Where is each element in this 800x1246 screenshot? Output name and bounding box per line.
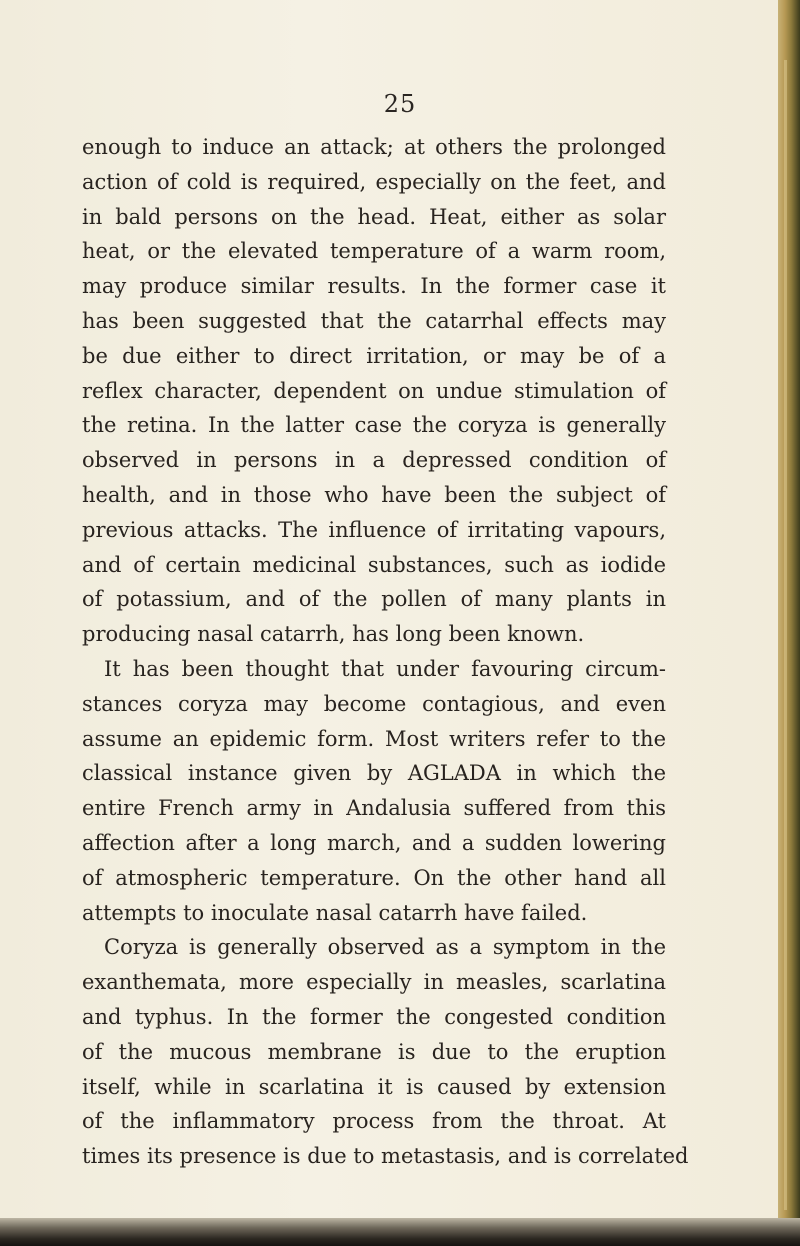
text-line: action of cold is required, especially on the feet, and xyxy=(82,169,666,194)
text-line: attempts to inoculate nasal catarrh have failed. xyxy=(82,900,588,925)
text-line: itself, while in scarlatina it is caused by extension xyxy=(82,1074,666,1099)
page-number: 25 xyxy=(383,90,417,118)
text-line: heat, or the elevated temperature of a warm room, xyxy=(82,239,666,264)
text-line: and typhus. In the former the congested condition xyxy=(82,1004,666,1029)
text-line: producing nasal catarrh, has long been known. xyxy=(82,622,585,647)
text-line: may produce similar results. In the former case it xyxy=(82,274,666,299)
text-line: of the inflammatory process from the throat. At xyxy=(82,1109,666,1134)
text-line: times its presence is due to metastasis, and is correlated xyxy=(82,1144,689,1169)
text-line: Coryza is generally observed as a symptom in the xyxy=(104,935,666,960)
text-line: health, and in those who have been the subject of xyxy=(82,482,666,507)
text-line: affection after a long march, and a sudden lowering xyxy=(82,830,666,855)
text-line: classical instance given by AGLADA in which the xyxy=(82,761,666,786)
text-line: stances coryza may become contagious, and even xyxy=(82,691,666,716)
text-line: assume an epidemic form. Most writers refer to the xyxy=(82,726,666,751)
spine-highlight xyxy=(784,60,787,1210)
text-line: reflex character, dependent on undue stimulation of xyxy=(82,378,666,403)
text-line: It has been thought that under favouring circum- xyxy=(104,656,666,681)
text-line: the retina. In the latter case the coryza is generally xyxy=(82,413,666,438)
text-line: exanthemata, more especially in measles, scarlatina xyxy=(82,970,666,995)
text-line: previous attacks. The influence of irritating vapours, xyxy=(82,517,666,542)
body-text xyxy=(82,130,689,1174)
text-line: observed in persons in a depressed condition of xyxy=(82,448,666,473)
text-line: enough to induce an attack; at others the prolonged xyxy=(82,135,666,159)
text-line: be due either to direct irritation, or may be of a xyxy=(82,343,666,368)
text-line: of the mucous membrane is due to the eruption xyxy=(82,1039,666,1064)
text-line: has been suggested that the catarrhal effects may xyxy=(82,308,666,333)
text-line: in bald persons on the head. Heat, either as solar xyxy=(82,204,666,229)
page-bottom-shadow xyxy=(0,1218,800,1246)
text-line: of atmospheric temperature. On the other hand all xyxy=(82,865,666,890)
text-line: and of certain medicinal substances, such as iodide xyxy=(82,552,666,577)
book-spine-edge xyxy=(778,0,800,1246)
text-line: entire French army in Andalusia suffered from this xyxy=(82,796,666,821)
text-line: of potassium, and of the pollen of many plants in xyxy=(82,587,666,612)
